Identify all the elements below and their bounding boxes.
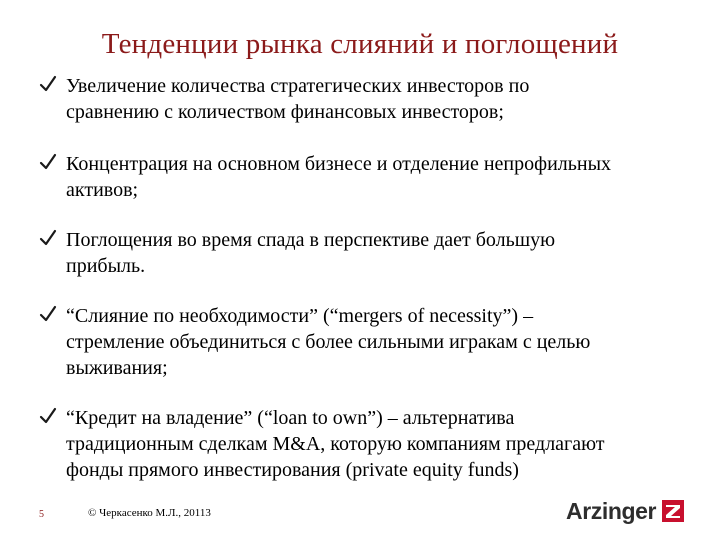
checkmark-icon	[38, 152, 58, 172]
arzinger-logo-mark-icon	[662, 500, 684, 522]
arzinger-logo	[566, 496, 688, 526]
bullet-line: традиционным сделкам M&A, которую компаниям предлагают	[66, 433, 605, 455]
logo-text: Arzinger	[566, 498, 657, 524]
bullet-line: фонды прямого инвестирования (private equity funds)	[66, 459, 519, 481]
bullet-line: сравнению с количеством финансовых инвесторов;	[66, 101, 504, 123]
checkmark-icon	[38, 304, 58, 324]
bullet-line: Поглощения во время спада в перспективе дает большую	[66, 229, 556, 251]
page-number: 5	[39, 509, 44, 520]
bullet-line: активов;	[66, 179, 139, 201]
bullet-line: Увеличение количества стратегических инвесторов по	[66, 75, 530, 97]
bullet-line: “Слияние по необходимости” (“mergers of necessity”) –	[66, 305, 534, 327]
bullet-line: стремление объединиться с более сильными игракам с целью	[66, 331, 591, 353]
bullet-line: прибыль.	[66, 255, 146, 277]
checkmark-icon	[38, 228, 58, 248]
copyright-text: © Черкасенко М.Л., 20113	[88, 507, 211, 519]
checkmark-icon	[38, 406, 58, 426]
bullet-line: выживания;	[66, 357, 168, 379]
slide-title: Тенденции рынка слияний и поглощений	[101, 28, 619, 60]
bullet-line: “Кредит на владение” (“loan to own”) – альтернатива	[66, 407, 515, 429]
checkmark-icon	[38, 74, 58, 94]
bullet-line: Концентрация на основном бизнесе и отделение непрофильных	[66, 153, 612, 175]
